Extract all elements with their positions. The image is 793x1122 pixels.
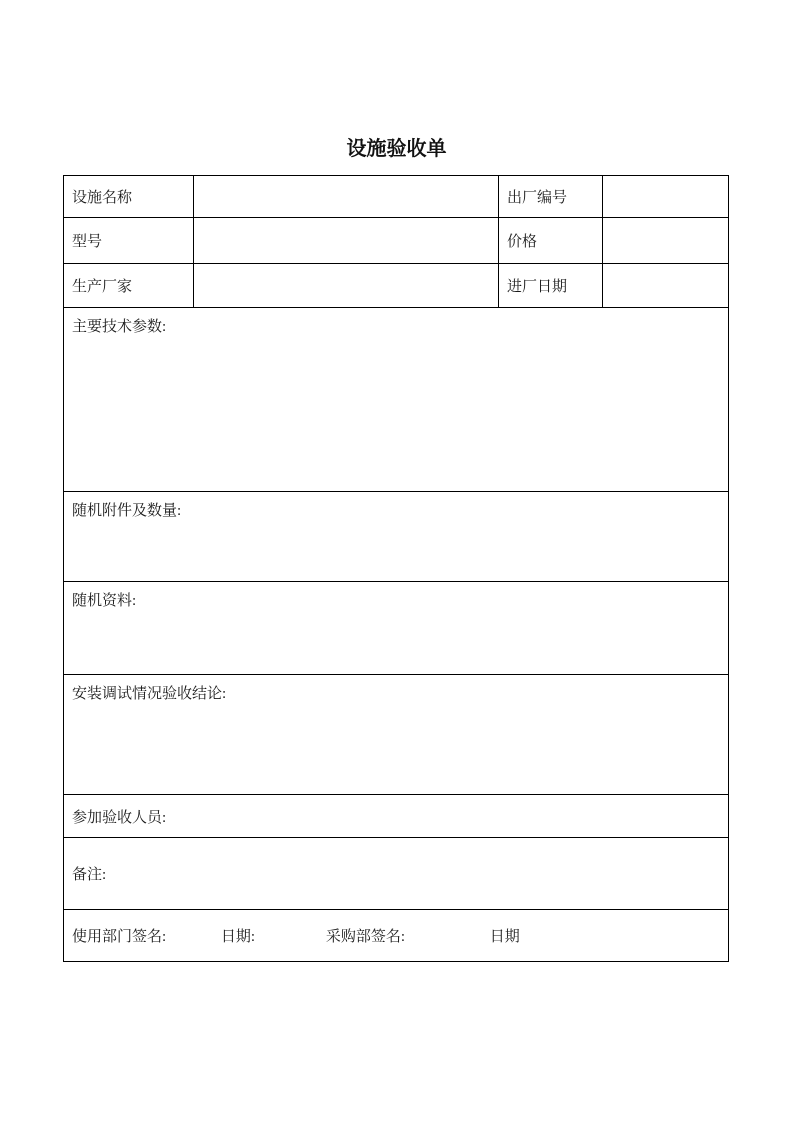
use-dept-date-label: 日期: [220,929,256,945]
accessories-cell[interactable] [64,492,729,582]
accessories-label: 随机附件及数量: [72,503,182,519]
remarks-cell[interactable] [64,838,729,910]
remarks-label: 备注: [72,867,107,883]
table-row-accessories [64,492,729,582]
price-label: 价格 [499,218,603,264]
install-conclusion-cell[interactable] [64,675,729,795]
table-row-facility-name [64,176,729,218]
acceptance-people-label: 参加验收人员: [72,809,167,826]
facility-name-label: 设施名称 [64,176,194,218]
included-docs-cell[interactable] [64,582,729,675]
entry-date-value-cell[interactable] [603,264,729,308]
tech-params-label: 主要技术参数: [72,319,167,335]
install-conclusion-label: 安装调试情况验收结论: [72,686,227,702]
table-row-included-docs [64,582,729,675]
manufacturer-value-cell[interactable] [194,264,499,308]
page-title: 设施验收单 [346,138,447,160]
factory-number-value-cell[interactable] [603,176,729,218]
purchase-dept-signature-label: 采购部签名: [325,929,406,945]
table-row-tech-params [64,308,729,492]
facility-name-value-cell[interactable] [194,176,499,218]
table-row-signatures [64,910,729,962]
table-row-remarks [64,838,729,910]
table-row-install-conclusion [64,675,729,795]
use-dept-signature-label: 使用部门签名: [72,929,167,945]
facility-acceptance-table [63,175,729,962]
table-row-model [64,218,729,264]
factory-number-label: 出厂编号 [499,176,603,218]
entry-date-label: 进厂日期 [499,264,603,308]
price-value-cell[interactable] [603,218,729,264]
purchase-dept-date-label: 日期 [489,929,520,945]
model-value-cell[interactable] [194,218,499,264]
model-label: 型号 [64,218,194,264]
tech-params-cell[interactable] [64,308,729,492]
manufacturer-label: 生产厂家 [64,264,194,308]
table-row-manufacturer [64,264,729,308]
table-row-acceptance-people [64,795,729,838]
acceptance-people-cell[interactable] [64,795,729,838]
signatures-cell[interactable] [64,910,729,962]
included-docs-label: 随机资料: [72,593,137,609]
